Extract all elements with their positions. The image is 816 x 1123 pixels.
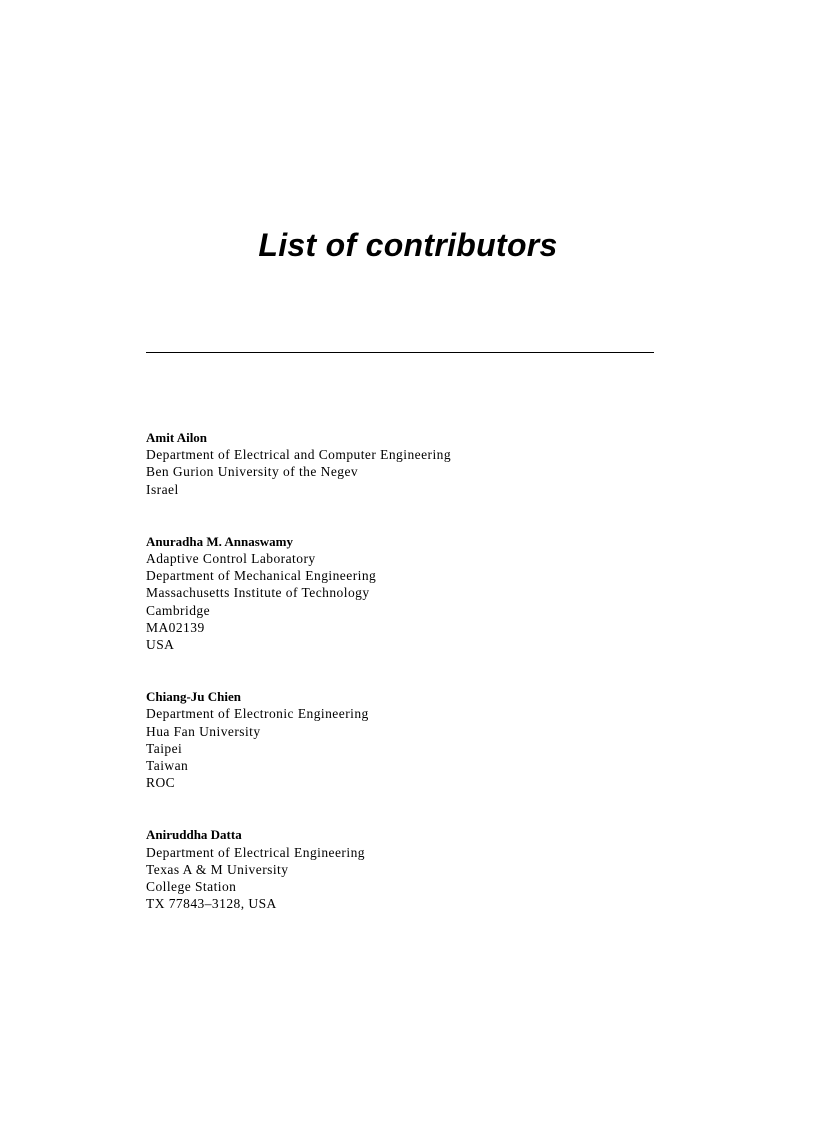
contributor-list	[146, 429, 706, 947]
affiliation-line: Department of Electrical and Computer Engineering	[146, 447, 452, 463]
affiliation-line: Department of Mechanical Engineering	[146, 568, 377, 584]
affiliation-line: Taiwan	[146, 758, 189, 774]
affiliation-line: Ben Gurion University of the Negev	[146, 464, 359, 480]
affiliation-line: Taipei	[146, 740, 183, 756]
affiliation-line: Cambridge	[146, 602, 211, 618]
title-divider	[146, 352, 654, 353]
affiliation-line: Hua Fan University	[146, 723, 261, 739]
affiliation-line: College Station	[146, 879, 237, 895]
contributor-name: Aniruddha Datta	[146, 827, 242, 843]
affiliation-line: ROC	[146, 775, 176, 791]
contributor-name: Chiang-Ju Chien	[146, 689, 241, 705]
contributor-entry	[146, 826, 706, 912]
affiliation-line: Adaptive Control Laboratory	[146, 551, 316, 567]
affiliation-line: Texas A & M University	[146, 861, 289, 877]
contributor-entry	[146, 533, 706, 653]
affiliation-line: Department of Electrical Engineering	[146, 844, 365, 860]
contributor-name: Anuradha M. Annaswamy	[146, 533, 294, 549]
page-title: List of contributors	[258, 227, 558, 263]
affiliation-line: Israel	[146, 481, 179, 497]
affiliation-line: USA	[146, 637, 175, 653]
affiliation-line: TX 77843–3128, USA	[146, 896, 277, 912]
contributor-entry	[146, 688, 706, 791]
affiliation-line: MA02139	[146, 619, 205, 635]
contributor-name: Amit Ailon	[146, 430, 208, 445]
affiliation-line: Department of Electronic Engineering	[146, 706, 369, 722]
affiliation-line: Massachusetts Institute of Technology	[146, 585, 370, 601]
contributor-entry	[146, 429, 706, 498]
